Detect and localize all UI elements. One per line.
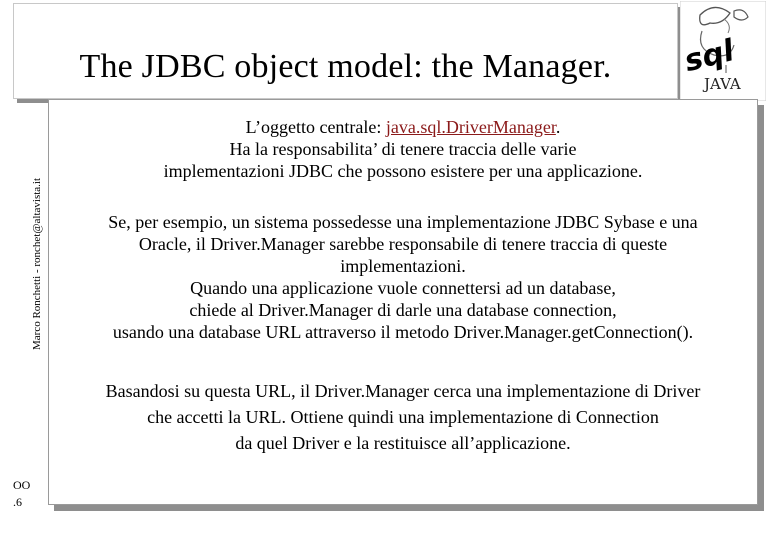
example-line-3: implementazioni. — [340, 256, 466, 276]
title-panel — [13, 3, 678, 99]
paragraph-example — [49, 211, 757, 343]
example-line-1: Se, per esempio, un sistema possedesse una implementazione JDBC Sybase e una — [108, 212, 698, 232]
author-line: Marco Ronchetti - ronchet@altavista.it — [31, 177, 43, 350]
example-line-6: usando una database URL attraverso il metodo Driver.Manager.getConnection(). — [112, 322, 694, 342]
connection-line-2: che accetti la URL. Ottiene quindi una implementazione di Connection — [147, 407, 659, 427]
intro-line-3: implementazioni JDBC che possono esistere per una applicazione. — [163, 161, 643, 181]
connection-line-3: da quel Driver e la restituisce all’applicazione. — [235, 433, 571, 453]
java-logo-text: JAVA — [704, 75, 741, 93]
example-line-4: Quando una applicazione vuole connettersi ad un database, — [190, 278, 616, 298]
sql-logo-text: sql — [680, 33, 738, 80]
paragraph-intro — [49, 116, 757, 182]
intro-suffix: . — [555, 117, 561, 137]
page-number: OO .6 — [13, 478, 31, 509]
paragraph-connection — [49, 378, 757, 456]
driver-manager-link[interactable]: java.sql.DriverManager — [385, 117, 556, 137]
content-panel — [48, 99, 758, 505]
example-line-5: chiede al Driver.Manager di darle una database connection, — [189, 300, 617, 320]
sql-java-logo — [680, 1, 766, 101]
intro-line-2: Ha la responsabilita’ di tenere traccia delle varie — [229, 139, 577, 159]
example-line-2: Oracle, il Driver.Manager sarebbe responsabile di tenere traccia di queste — [138, 234, 668, 254]
slide-title: The JDBC object model: the Manager. — [79, 48, 612, 85]
intro-prefix: L’oggetto centrale: — [245, 117, 386, 137]
connection-line-1: Basandosi su questa URL, il Driver.Manager cerca una implementazione di Driver — [105, 381, 701, 401]
